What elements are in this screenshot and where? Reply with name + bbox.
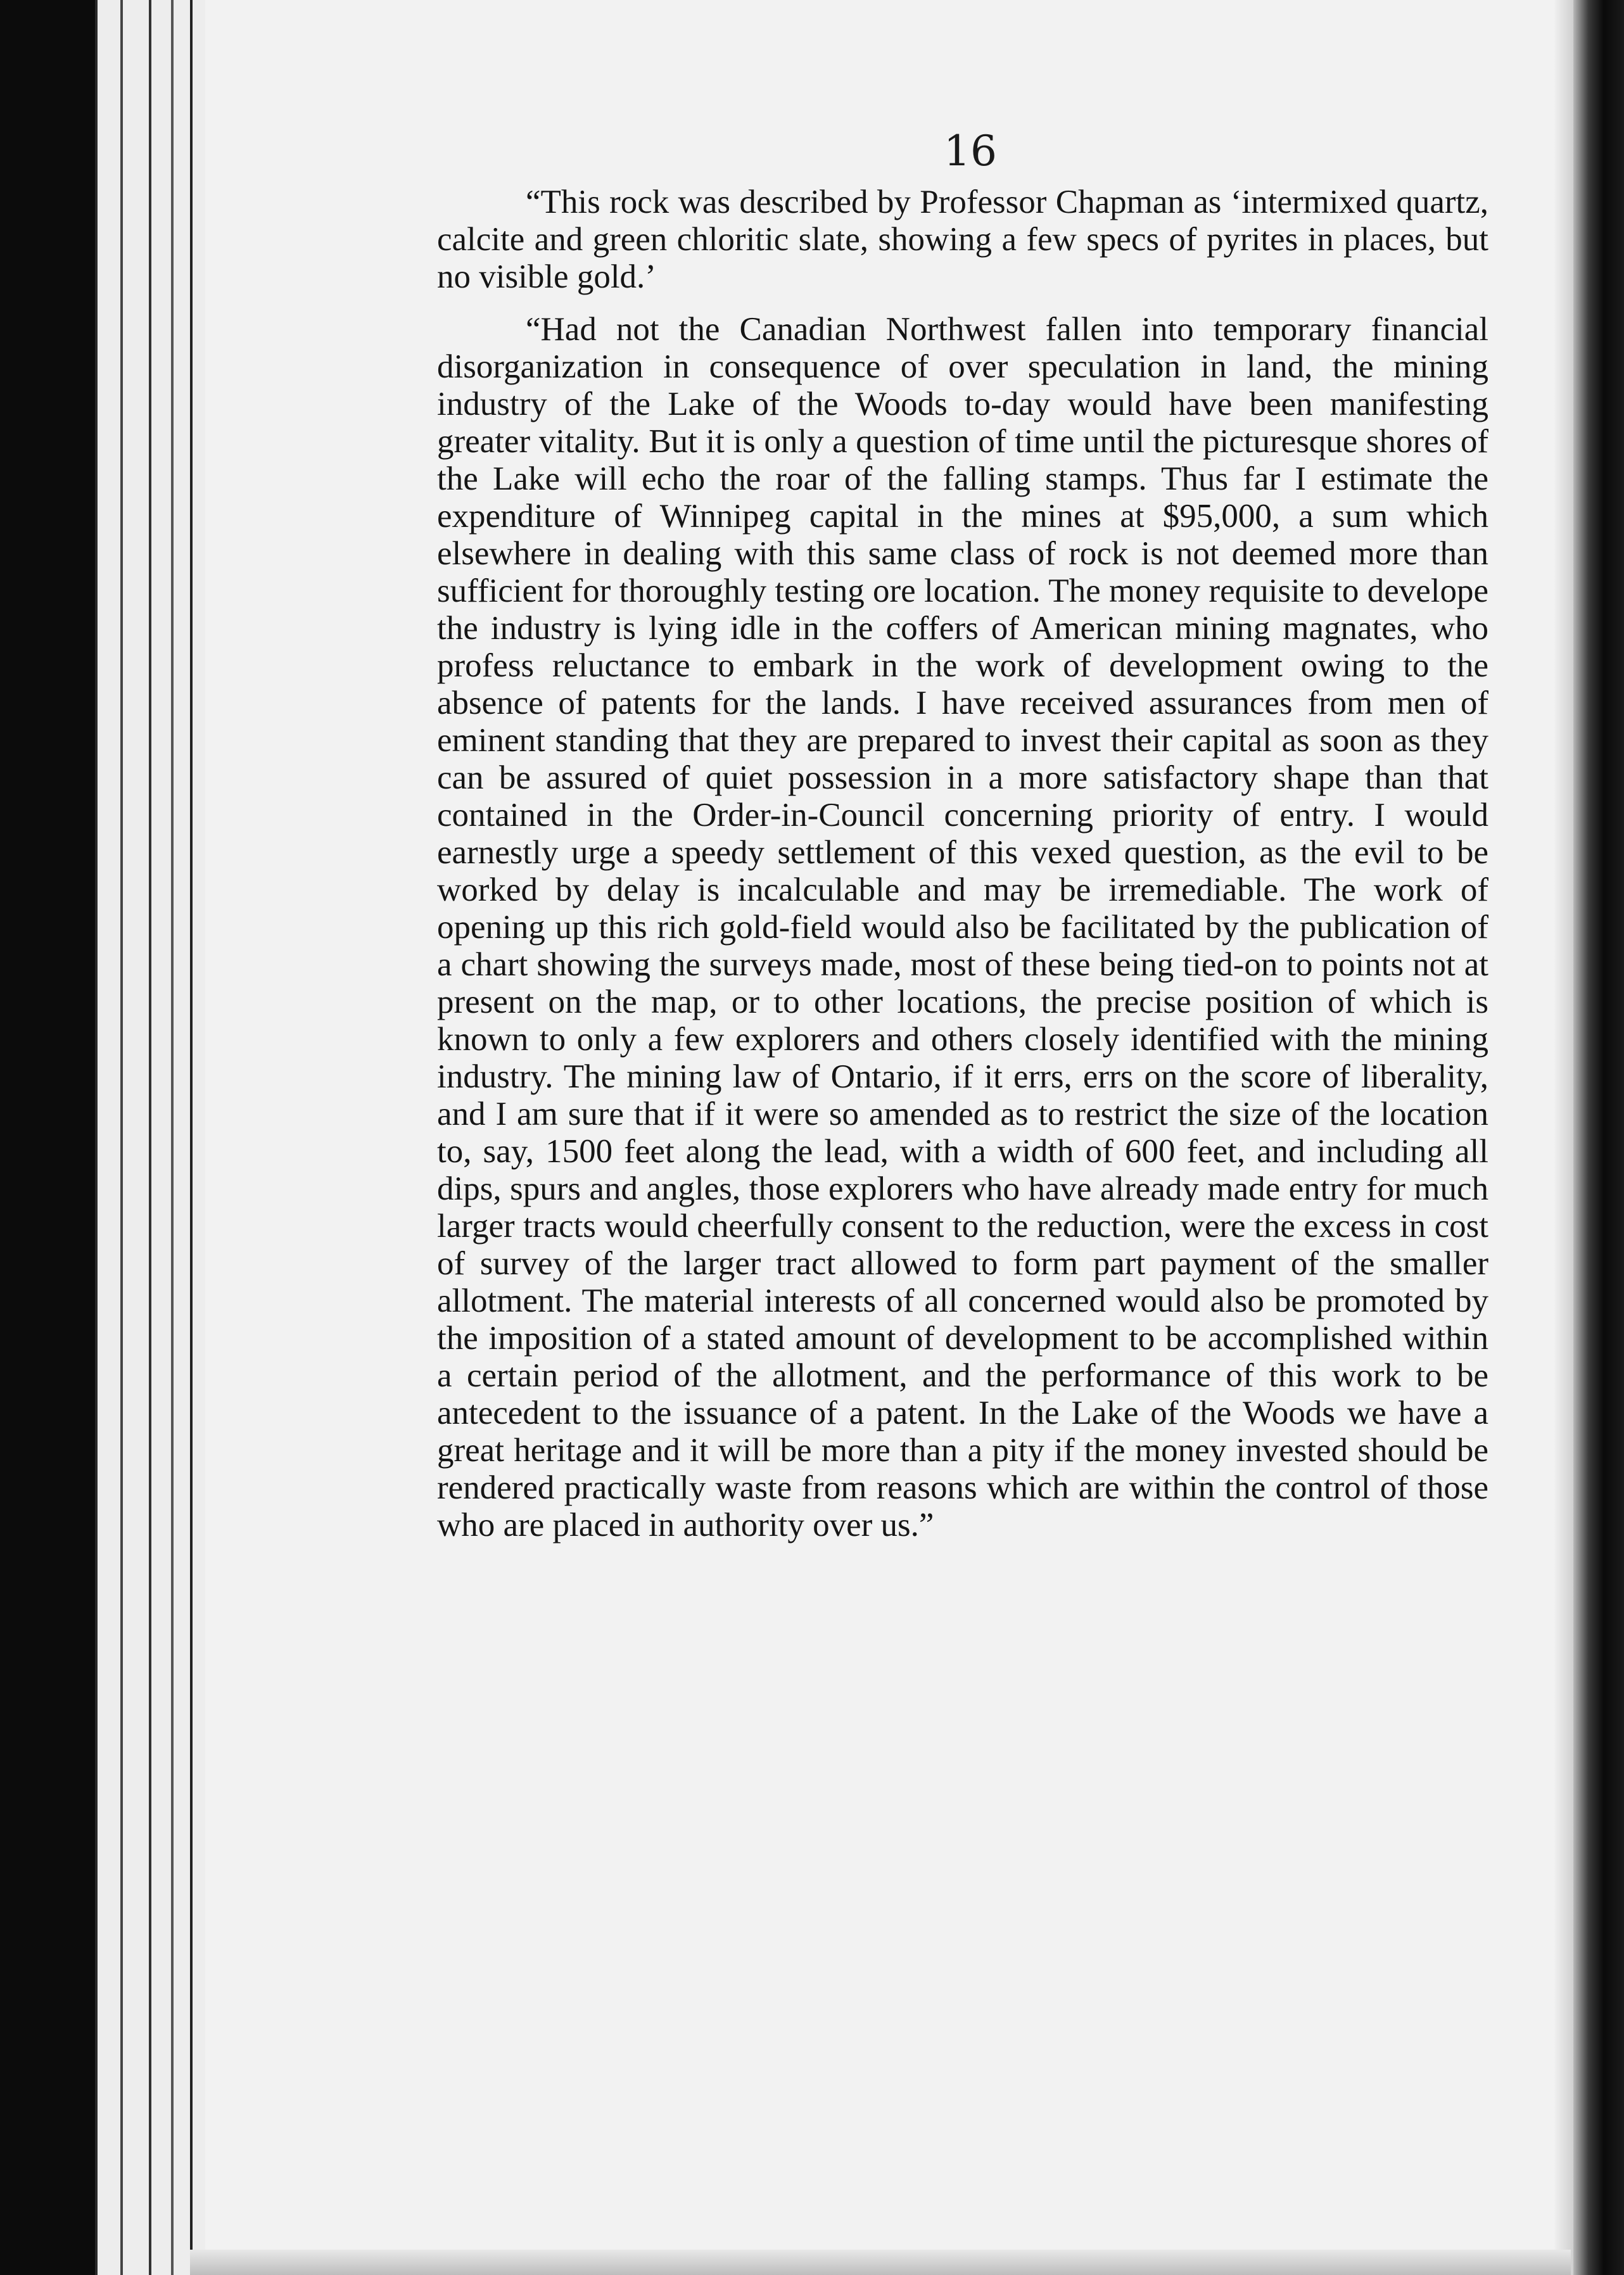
body-text	[437, 184, 1488, 1559]
page-edge	[190, 0, 205, 2275]
binding-shadow	[1554, 0, 1573, 2275]
binding-gutter	[1573, 0, 1624, 2275]
page-number: 16	[944, 127, 997, 175]
paragraph: “This rock was described by Professor Chapman as ‘intermixed quartz, calcite and green chloritic slate, showing a few specs of pyrites in places, but no visible gold.’	[437, 184, 1488, 295]
page-bottom-shadow	[190, 2250, 1571, 2275]
paragraph: “Had not the Canadian Northwest fallen into temporary financial disorganization in consequence of over speculation in land, the mining industry of the Lake of the Woods to-day would have been manifesting greater vitality. But it is only a question of time until the picturesque shores of the Lake will echo the roar of the falling stamps. Thus far I estimate the expenditure of Winnipeg capital in the mines at $95,000, a sum which elsewhere in dealing with this same class of rock is not deemed more than sufficient for thoroughly testing ore location. The money requisite to develope the industry is lying idle in the coffers of American mining magnates, who profess reluctance to embark in the work of development owing to the absence of patents for the lands. I have received assurances from men of eminent standing that they are prepared to invest their capital as soon as they can be assured of quiet possession in a more satisfactory shape than that contained in the Order-in-Council concerning priority of entry. I would earnestly urge a speedy settlement of this vexed question, as the evil to be worked by delay is incalculable and may be irremediable. The work of opening up this rich gold-field would also be facilitated by the publication of a chart showing the surveys made, most of these being tied-on to points not at present on the map, or to other locations, the precise position of which is known to only a few explorers and others closely identified with the mining industry. The mining law of Ontario, if it errs, errs on the score of liberality, and I am sure that if it were so amended as to restrict the size of the location to, say, 1500 feet along the lead, with a width of 600 feet, and including all dips, spurs and angles, those explorers who have already made entry for much larger tracts would cheerfully consent to the reduction, were the excess in cost of survey of the larger tract allowed to form part payment of the smaller allotment. The material interests of all concerned would also be promoted by the imposition of a stated amount of development to be accomplished within a certain period of the allotment, and the performance of this work to be antecedent to the issuance of a patent. In the Lake of the Woods we have a great heritage and it will be more than a pity if the money invested should be rendered practically waste from reasons which are within the control of those who are placed in authority over us.”	[437, 311, 1488, 1543]
